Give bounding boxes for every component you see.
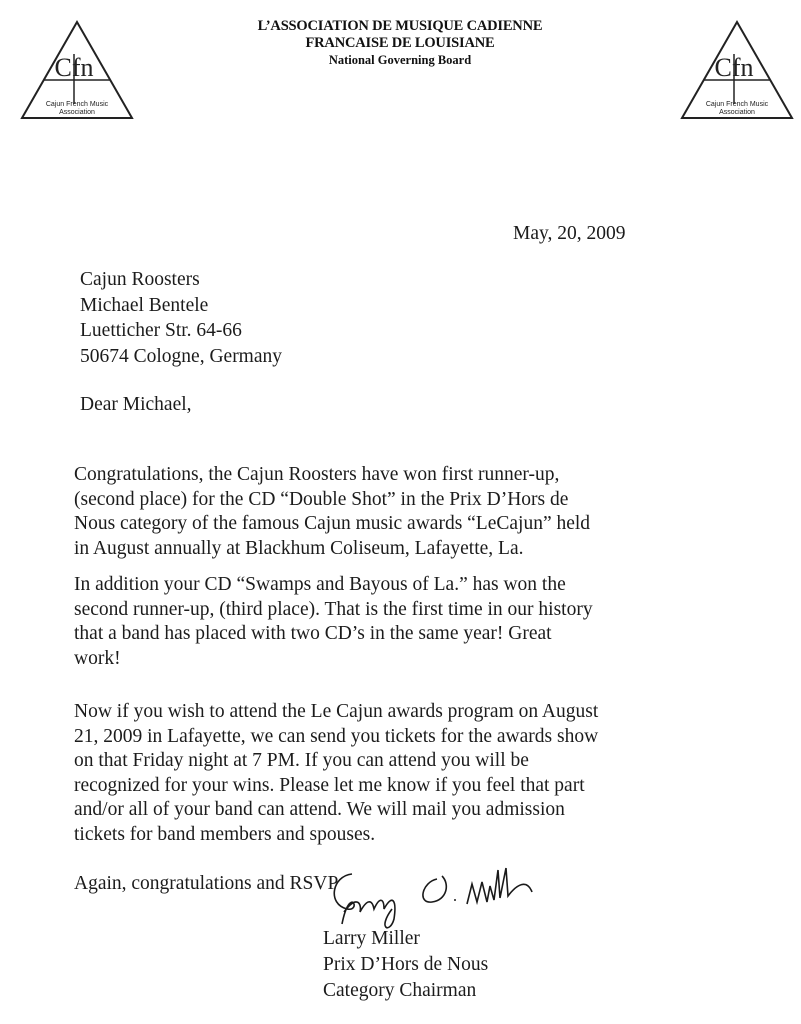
association-logo-right <box>672 14 801 124</box>
paragraph-line: Nous category of the famous Cajun music awards “LeCajun” held <box>74 513 591 534</box>
recipient-line: Cajun Roosters <box>80 269 200 290</box>
recipient-line: Luetticher Str. 64-66 <box>80 320 242 341</box>
paragraph-line: recognized for your wins. Please let me know if you feel that part <box>74 774 585 796</box>
salutation: Dear Michael, <box>80 394 192 415</box>
paragraph-line: 21, 2009 in Lafayette, we can send you tickets for the awards show <box>74 725 599 747</box>
logo-monogram: Cfn <box>714 53 754 82</box>
letter-date: May, 20, 2009 <box>513 223 626 244</box>
paragraph-line: (second place) for the CD “Double Shot” in the Prix D’Hors de <box>74 488 569 510</box>
signer-name: Larry Miller <box>323 928 420 949</box>
paragraph-line: work! <box>74 647 121 669</box>
logo-caption-1: Cajun French Music <box>45 101 109 108</box>
recipient-line: 50674 Cologne, Germany <box>80 345 283 367</box>
paragraph-line: and/or all of your band can attend. We will mail you admission <box>74 799 565 820</box>
paragraph-line: on that Friday night at 7 PM. If you can attend you will be <box>74 750 529 771</box>
paragraph-second-award <box>74 573 593 671</box>
triangle-logo-icon <box>672 14 801 124</box>
logo-caption-2: Association <box>59 109 95 116</box>
paragraph-line: In addition your CD “Swamps and Bayous of La.” has won the <box>74 574 566 595</box>
paragraph-line: Congratulations, the Cajun Roosters have won first runner-up, <box>74 464 560 485</box>
signer-role: Category Chairman <box>323 980 477 1001</box>
paragraph-line: second runner-up, (third place). That is the first time in our history <box>74 598 593 620</box>
logo-monogram: Cfn <box>54 53 94 82</box>
paragraph-line: tickets for band members and spouses. <box>74 823 376 845</box>
triangle-logo-icon <box>12 14 142 124</box>
logo-caption-2: Association <box>719 109 755 116</box>
paragraph-line: that a band has placed with two CD’s in the same year! Great <box>74 623 552 644</box>
letterhead-line-3: National Governing Board <box>328 53 472 67</box>
letterhead-line-2: FRANCAISE DE LOUISIANE <box>305 35 495 51</box>
recipient-address <box>80 268 282 370</box>
recipient-line: Michael Bentele <box>80 294 209 316</box>
closing-line: Again, congratulations and RSVP <box>74 873 339 894</box>
paragraph-line: Now if you wish to attend the Le Cajun awards program on August <box>74 701 599 722</box>
signer-block <box>323 926 488 1004</box>
signer-title: Prix D’Hors de Nous <box>323 954 489 975</box>
letterhead <box>210 18 590 69</box>
paragraph-line: in August annually at Blackhum Coliseum, Lafayette, La. <box>74 537 524 559</box>
paragraph-congratulations <box>74 463 590 561</box>
paragraph-invitation <box>74 700 598 847</box>
logo-caption-1: Cajun French Music <box>705 101 769 108</box>
letterhead-line-1: L’ASSOCIATION DE MUSIQUE CADIENNE <box>257 18 543 34</box>
association-logo-left <box>12 14 142 124</box>
